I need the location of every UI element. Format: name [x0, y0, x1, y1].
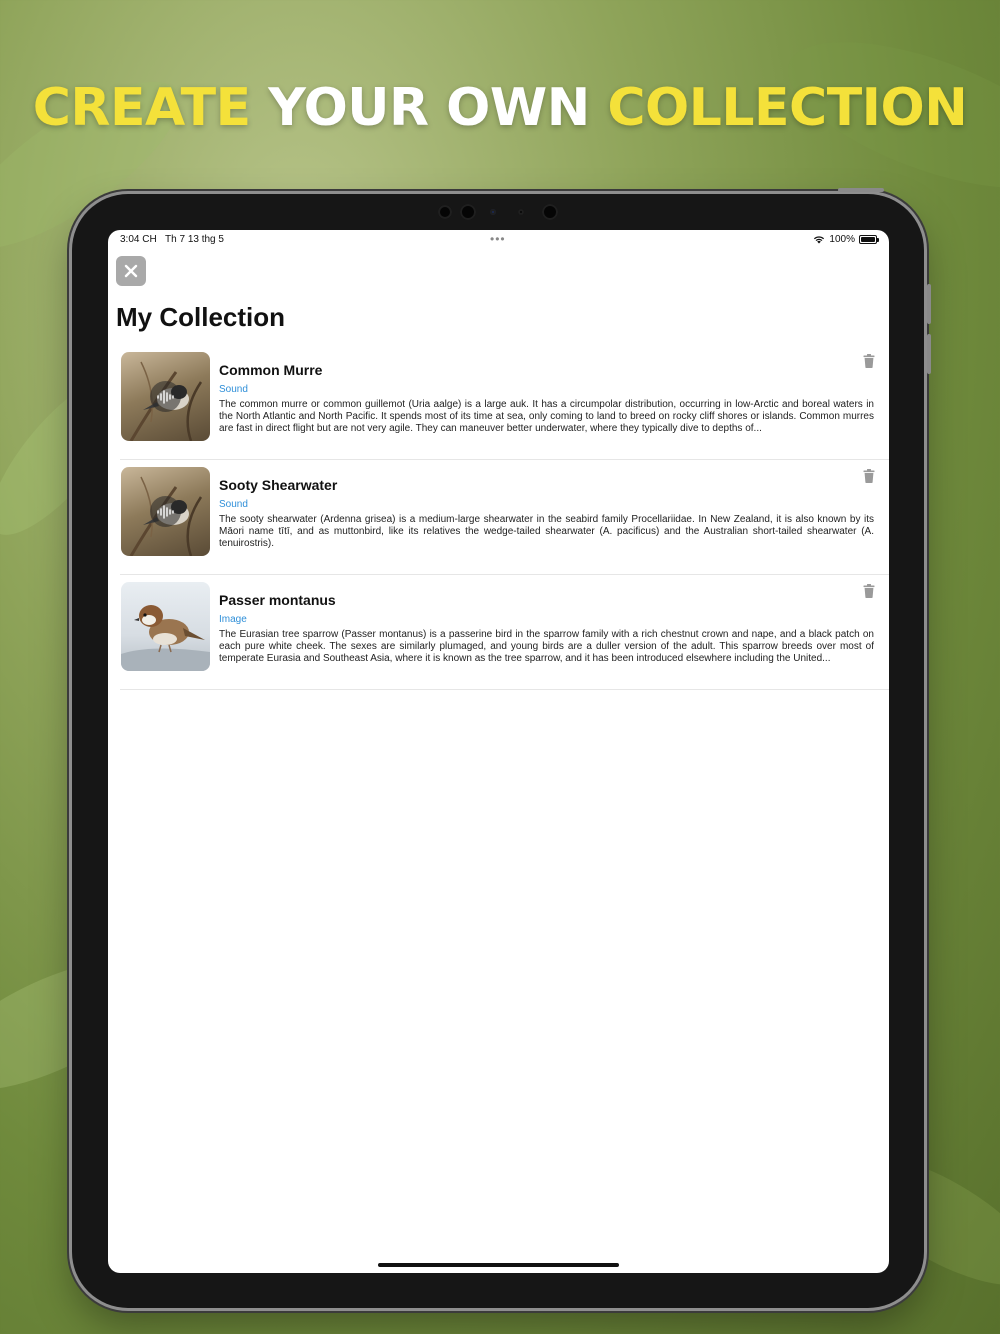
item-title: Passer montanus	[219, 592, 336, 608]
status-bar	[120, 234, 877, 248]
app-screen	[108, 230, 889, 1273]
tablet-device-frame	[72, 194, 924, 1308]
home-indicator[interactable]	[378, 1263, 619, 1267]
multitask-indicator[interactable]: •••	[490, 232, 506, 246]
status-date: Th 7 13 thg 5	[165, 234, 224, 245]
item-type-label: Image	[219, 614, 247, 625]
sound-wave-badge	[150, 496, 181, 527]
headline-word-your-own: YOUR OWN	[268, 78, 590, 138]
face-id-sensor	[542, 204, 558, 220]
sensor-dot	[438, 205, 452, 219]
battery-icon	[859, 235, 877, 244]
headline-word-collection: COLLECTION	[607, 78, 968, 138]
sparrow-photo	[121, 582, 210, 671]
collection-item-common-murre[interactable]	[120, 345, 889, 460]
item-description: The Eurasian tree sparrow (Passer montanus) is a passerine bird in the sparrow family with a rich chestnut crown and nape, and a black patch on each pure white cheek. The sexes are similarly plumaged, and young birds are a duller version of the adult. This sparrow breeds over most of temperate Eurasia and Southeast Asia, where it is known as the tree sparrow, and it has been introduced elsewhere including the United...	[219, 629, 874, 664]
volume-up-button	[927, 284, 931, 324]
promo-headline	[0, 78, 1000, 138]
battery-tip	[877, 238, 879, 242]
item-type-label: Sound	[219, 384, 248, 395]
trash-icon[interactable]	[863, 584, 875, 598]
item-title: Sooty Shearwater	[219, 477, 338, 493]
front-camera	[460, 204, 476, 220]
image-thumbnail	[121, 582, 210, 671]
item-description: The common murre or common guillemot (Uria aalge) is a large auk. It has a circumpolar distribution, occurring in low-Arctic and boreal waters in the North Atlantic and North Pacific. It spends most of its time at sea, only coming to land to breed on rocky cliff shores or islands. Common murres are fast in direct flight but are not very agile. They can maneuver better underwater, where they typically dive to depths of...	[219, 399, 874, 434]
wifi-icon	[813, 235, 825, 244]
page-title: My Collection	[116, 302, 286, 332]
trash-icon[interactable]	[863, 469, 875, 483]
item-type-label: Sound	[219, 499, 248, 510]
close-icon	[124, 264, 138, 278]
item-title: Common Murre	[219, 362, 323, 378]
trash-icon[interactable]	[863, 354, 875, 368]
battery-fill	[861, 237, 875, 242]
sound-thumbnail	[121, 352, 210, 441]
sound-wave-icon	[157, 505, 174, 519]
camera-array	[432, 204, 572, 218]
collection-item-passer-montanus[interactable]	[120, 575, 889, 690]
sound-wave-icon	[157, 390, 174, 404]
sound-thumbnail	[121, 467, 210, 556]
close-button[interactable]	[116, 256, 146, 286]
volume-down-button	[927, 334, 931, 374]
status-time-date	[120, 234, 224, 245]
collection-item-sooty-shearwater[interactable]	[120, 460, 889, 575]
headline-word-create: CREATE	[32, 78, 251, 138]
sensor-dot	[490, 209, 496, 215]
battery-percent: 100%	[829, 234, 855, 245]
power-button	[838, 188, 884, 192]
sound-wave-badge	[150, 381, 181, 412]
item-description: The sooty shearwater (Ardenna grisea) is a medium-large shearwater in the seabird family Procellariidae. In New Zealand, it is also known by its Māori name tītī, and as muttonbird, like its relatives the wedge-tailed shearwater (A. pacificus) and the Australian short-tailed shearwater (A. tenuirostris).	[219, 514, 874, 549]
status-right-group	[813, 234, 877, 245]
status-time: 3:04 CH	[120, 234, 157, 245]
collection-list	[120, 345, 889, 690]
sensor-dot	[518, 209, 524, 215]
